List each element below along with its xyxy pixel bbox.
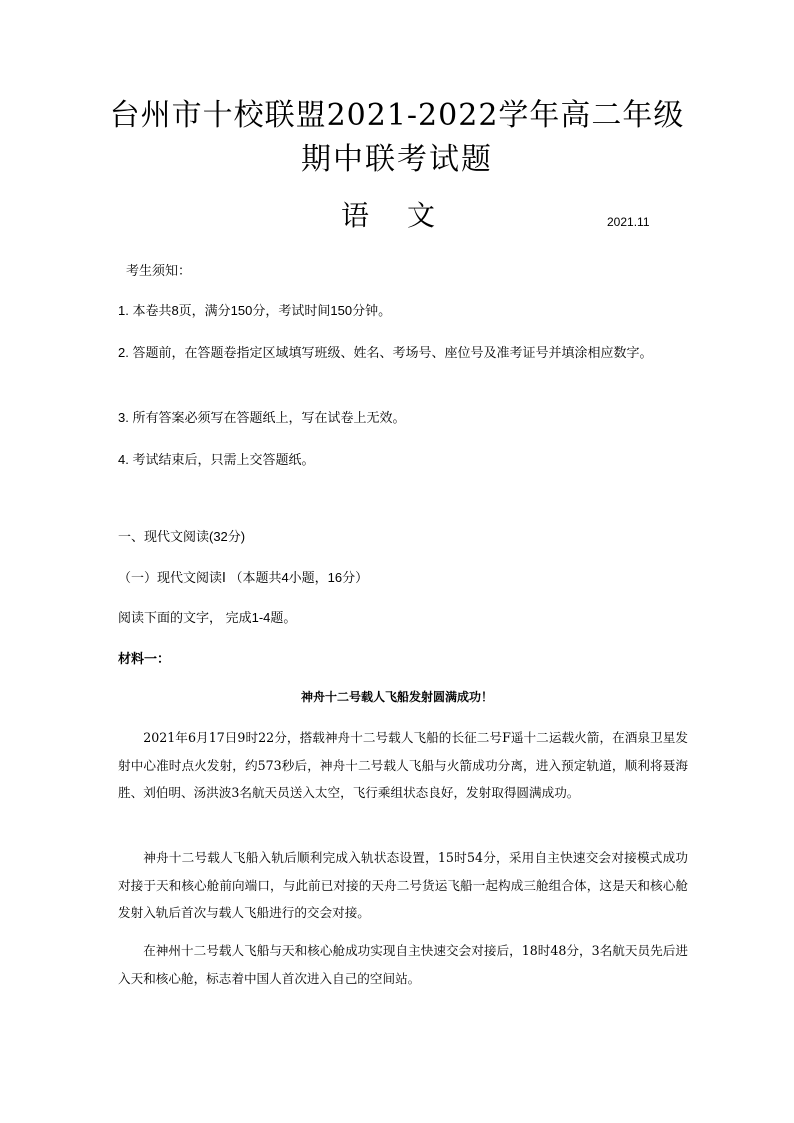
exam-title-line2: 期中联考试题 bbox=[301, 142, 493, 177]
article-title: 神舟十二号载人飞船发射圆满成功！ bbox=[300, 690, 493, 704]
notice-item: 3. 所有答案必须写在答题纸上，写在试卷上无效。 bbox=[118, 410, 406, 425]
notice-item: 4. 考试结束后，只需上交答题纸。 bbox=[118, 452, 315, 467]
material-label: 材料一： bbox=[118, 651, 171, 666]
subsection-heading: （一）现代文阅读Ⅰ （本题共4小题，16分） bbox=[118, 570, 369, 585]
reading-instruction: 阅读下面的文字， 完成1-4题。 bbox=[118, 610, 297, 625]
notice-item: 1. 本卷共8页，满分150分，考试时间150分钟。 bbox=[118, 303, 392, 318]
section-heading: 一、现代文阅读(32分) bbox=[118, 529, 246, 544]
article-paragraph: 在神州十二号载人飞船与天和核心舱成功实现自主快速交会对接后，18时48分，3名航天员先后进入天和核心舱，标志着中国人首次进入自己的空间站。 bbox=[118, 943, 688, 986]
exam-title-line1: 台州市十校联盟2021-2022学年高二年级 bbox=[109, 98, 685, 133]
article-paragraph: 神舟十二号载人飞船入轨后顺利完成入轨状态设置，15时54分，采用自主快速交会对接模式成功对接于天和核心舱前向端口，与此前已对接的天舟二号货运飞船一起构成三舱组合体，这是天和核心舱发射入轨后首次与载人飞船进行的交会对接。 bbox=[118, 850, 688, 920]
article-paragraph: 2021年6月17日9时22分，搭载神舟十二号载人飞船的长征二号F遥十二运载火箭，在酒泉卫星发射中心准时点火发射，约573秒后，神舟十二号载人飞船与火箭成功分离，进入预定轨道，顺利将聂海胜、刘伯明、汤洪波3名航天员送入太空，飞行乘组状态良好，发射取得圆满成功。 bbox=[118, 730, 688, 800]
notes-heading: 考生须知： bbox=[126, 263, 192, 278]
subject-title: 语文 bbox=[341, 199, 474, 232]
exam-date: 2021.11 bbox=[607, 215, 650, 229]
notice-item: 2. 答题前，在答题卷指定区域填写班级、姓名、考场号、座位号及准考证号并填涂相应数字。 bbox=[118, 345, 653, 360]
